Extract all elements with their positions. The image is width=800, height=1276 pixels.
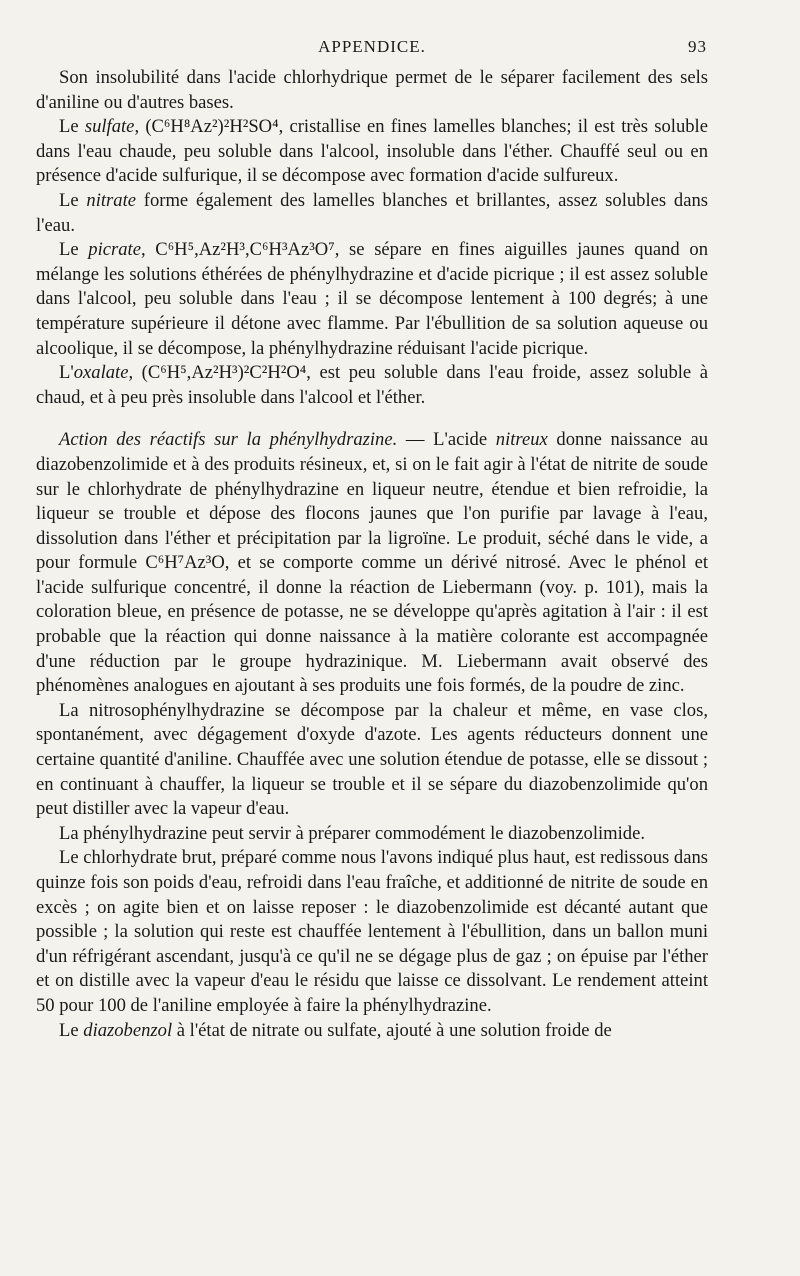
page-header <box>37 37 707 59</box>
paragraph: Son insolubilité dans l'acide chlorhydrique permet de le séparer facilement des sels d'aniline ou d'autres bases. <box>36 67 708 113</box>
paragraph: Le diazobenzol à l'état de nitrate ou sulfate, ajouté à une solution froide de <box>59 1019 612 1041</box>
paragraph: Le chlorhydrate brut, préparé comme nous l'avons indiqué plus haut, est redissous dans quinze fois son poids d'eau, refroidi dans l'eau fraîche, et additionné de nitrite de soude en excès ; on agite bien et on laisse reposer : le diazobenzolimide est décanté autant que possible ; la solution qui reste est chauffée lentement à l'ébullition, dans un ballon muni d'un réfrigérant ascendant, jusqu'à ce qu'il ne se dégage plus de gaz ; on épuise par l'éther et on distille avec la vapeur d'eau le résidu que laisse ce dissolvant. Le rendement atteint 50 pour 100 de l'aniline employée à faire la phénylhydrazine. <box>36 847 708 1016</box>
paragraph: Le sulfate, (C⁶H⁸Az²)²H²SO⁴, cristallise en fines lamelles blanches; il est très soluble dans l'eau chaude, peu soluble dans l'alcool, insoluble dans l'éther. Chauffé seul ou en présence d'acide sulfurique, il se décompose avec formation d'acide sulfureux. <box>36 116 708 187</box>
term-diazobenzol: diazobenzol <box>83 1019 173 1041</box>
term-sulfate: sulfate <box>84 116 135 138</box>
paragraph: Le nitrate forme également des lamelles blanches et brillantes, assez solubles dans l'eau. <box>36 189 708 236</box>
paragraph: La phénylhydrazine peut servir à préparer commodément le diazobenzolimide. <box>59 822 645 844</box>
section-title: Action des réactifs sur la phénylhydrazine. <box>59 429 398 451</box>
paragraph: Le picrate, C⁶H⁵,Az²H³,C⁶H³Az³O⁷, se sépare en fines aiguilles jaunes quand on mélange les solutions éthérées de phénylhydrazine et d'acide picrique ; il est assez soluble dans l'alcool, peu soluble dans l'eau ; il se décompose lentement à 100 degrés; à une température supérieure il détone avec flamme. Par l'ébullition de sa solution aqueuse ou alcoolique, il se décompose, la phénylhydrazine réduisant l'acide picrique. <box>36 239 708 359</box>
body-text <box>36 66 708 1043</box>
running-title: APPENDICE. <box>318 37 426 56</box>
section-paragraph: Action des réactifs sur la phénylhydrazine. — L'acide nitreux donne naissance au diazobenzolimide et à des produits résineux, et, si on le fait agir à l'état de nitrite de soude sur le chlorhydrate de phénylhydrazine en liqueur neutre, étendue et bien refroidie, la liqueur se trouble et dépose des flocons jaunes que l'on purifie par lavage à l'eau, dissolution dans l'éther et précipitation par la ligroïne. Le produit, séché dans le vide, a pour formule C⁶H⁷Az³O, et se comporte comme un dérivé nitrosé. Avec le phénol et l'acide sulfurique concentré, il donne la réaction de Liebermann (voy. p. 101), mais la coloration bleue, en présence de potasse, ne se développe qu'après agitation à l'air : il est probable que la réaction qui donne naissance à la matière colorante est accompagnée d'une réduction par le groupe hydrazinique. M. Liebermann avait observé des phénomènes analogues en ajoutant à ses produits une fois formés, de la poudre de zinc. <box>36 429 709 697</box>
paragraph: L'oxalate, (C⁶H⁵,Az²H³)²C²H²O⁴, est peu soluble dans l'eau froide, assez soluble à chaud, et à peu près insoluble dans l'alcool et l'éther. <box>36 362 708 408</box>
term-picrate: picrate <box>88 239 141 261</box>
term-oxalate: oxalate <box>73 362 129 384</box>
term-nitrate: nitrate <box>86 189 136 211</box>
page-number: 93 <box>688 37 707 56</box>
term-nitreux: nitreux <box>495 429 548 451</box>
paragraph: La nitrosophénylhydrazine se décompose par la chaleur et même, en vase clos, spontanément, avec dégagement d'oxyde d'azote. Les agents réducteurs donnent une certaine quantité d'aniline. Chauffée avec une solution étendue de potasse, elle se dissout ; en continuant à chauffer, la liqueur se trouble et il se sépare du diazobenzolimide qu'on peut distiller avec la vapeur d'eau. <box>36 699 708 820</box>
